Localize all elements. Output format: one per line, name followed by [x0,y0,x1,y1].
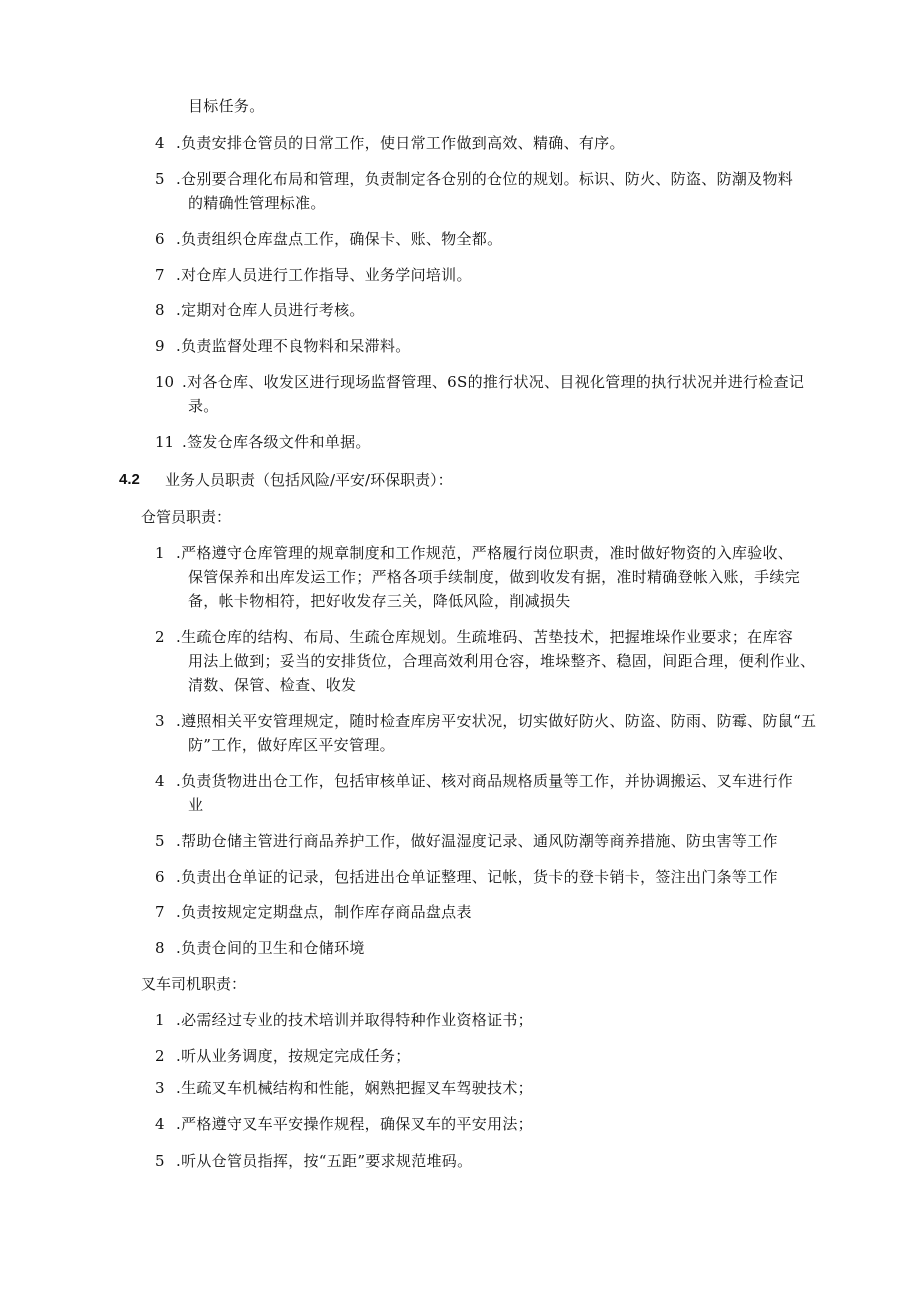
list-item-number: 3 [155,1079,165,1097]
list-item-number: 3 [155,712,165,730]
list-item-number: 8 [155,301,165,319]
list-item-text: 的精确性管理标准。 [188,194,326,212]
list-item-number: 7 [155,266,165,284]
list-item-text: .严格遵守叉车平安操作规程，确保叉车的平安用法； [176,1115,533,1133]
list-item-text: 保管保养和出库发运工作；严格各项手续制度，做到收发有据，准时精确登帐入账，手续完 [188,568,801,586]
list-item-text: .负责安排仓管员的日常工作，使日常工作做到高效、精确、有序。 [176,134,625,152]
list-item-text: .听从业务调度，按规定完成任务； [176,1047,411,1065]
warehouse-keeper-heading: 仓管员职责： [141,508,232,526]
list-item-number: 9 [155,337,165,355]
list-item-text: 业 [188,796,204,814]
list-item-text: 录。 [188,397,219,415]
list-item-text: 防”工作，做好库区平安管理。 [188,736,395,754]
list-item-text: .对各仓库、收发区进行现场监督管理、6S的推行状况、目视化管理的执行状况并进行检查记 [182,373,805,391]
list-item-text: 用法上做到；妥当的安排货位，合理高效利用仓容，堆垛整齐、稳固，间距合理，便利作业、 [188,652,816,670]
list-item-text: .帮助仓储主管进行商品养护工作，做好温湿度记录、通风防潮等商养措施、防虫害等工作 [176,832,778,850]
list-item-text: .遵照相关平安管理规定，随时检查库房平安状况，切实做好防火、防盗、防雨、防霉、防鼠“五 [176,712,817,730]
section-number: 4.2 [119,471,140,488]
list-item-text: .生疏叉车机械结构和性能，娴熟把握叉车驾驶技术； [176,1079,533,1097]
list-item-number: 7 [155,903,165,921]
list-item-number: 4 [155,772,165,790]
list-item-number: 2 [155,1047,165,1065]
section-title: 业务人员职责（包括风险/平安/环保职责）： [165,471,453,489]
list-item-text: .生疏仓库的结构、布局、生疏仓库规划。生疏堆码、苫垫技术，把握堆垛作业要求；在库容 [176,628,794,646]
list-item-number: 4 [155,1115,165,1133]
forklift-driver-heading: 叉车司机职责： [141,975,247,993]
list-item-number: 1 [155,1011,165,1029]
list-item-text: .负责组织仓库盘点工作，确保卡、账、物全都。 [176,230,503,248]
list-item-number: 1 [155,544,165,562]
continuation-text: 目标任务。 [188,97,265,115]
list-item-number: 4 [155,134,165,152]
list-item-number: 6 [155,230,165,248]
list-item-text: .定期对仓库人员进行考核。 [176,301,365,319]
list-item-text: 备，帐卡物相符，把好收发存三关，降低风险，削减损失 [188,592,571,610]
list-item-number: 11 [155,433,175,451]
list-item-text: .对仓库人员进行工作指导、业务学问培训。 [176,266,472,284]
list-item-text: .必需经过专业的技术培训并取得特种作业资格证书； [176,1011,533,1029]
list-item-number: 5 [155,1152,165,1170]
list-item-number: 5 [155,832,165,850]
list-item-text: .负责仓间的卫生和仓储环境 [176,939,365,957]
list-item-number: 8 [155,939,165,957]
list-item-text: .仓别要合理化布局和管理，负责制定各仓别的仓位的规划。标识、防火、防盗、防潮及物料 [176,170,794,188]
list-item-number: 5 [155,170,165,188]
list-item-text: .负责按规定定期盘点，制作库存商品盘点表 [176,903,472,921]
list-item-text: .负责监督处理不良物料和呆滞料。 [176,337,411,355]
list-item-text: .签发仓库各级文件和单据。 [182,433,371,451]
list-item-number: 2 [155,628,165,646]
list-item-text: 清数、保管、检查、收发 [188,676,357,694]
list-item-number: 6 [155,868,165,886]
list-item-text: .严格遵守仓库管理的规章制度和工作规范，严格履行岗位职责，准时做好物资的入库验收、 [176,544,794,562]
list-item-number: 10 [155,373,175,391]
list-item-text: .听从仓管员指挥，按“五距”要求规范堆码。 [176,1152,473,1170]
list-item-text: .负责出仓单证的记录，包括进出仓单证整理、记帐，货卡的登卡销卡，签注出门条等工作 [176,868,778,886]
list-item-text: .负责货物进出仓工作，包括审核单证、核对商品规格质量等工作，并协调搬运、叉车进行作 [176,772,794,790]
